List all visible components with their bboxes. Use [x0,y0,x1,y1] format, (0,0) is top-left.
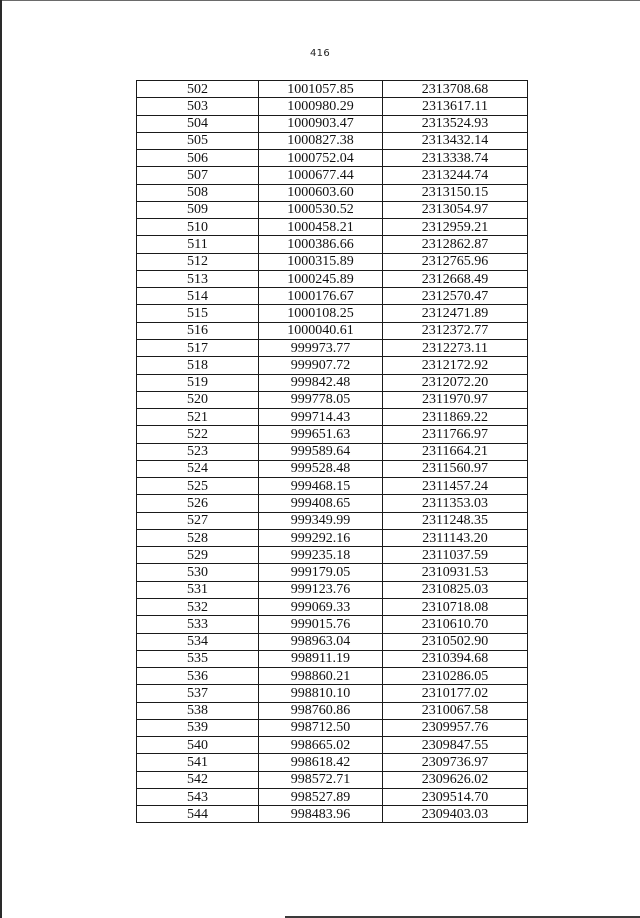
point-number-cell: 521 [137,409,259,426]
table-row [137,702,528,719]
point-number-cell: 541 [137,754,259,771]
y-coordinate-cell: 2309403.03 [383,806,528,823]
table-row [137,598,528,615]
point-number-cell: 513 [137,270,259,287]
x-coordinate-cell: 1000903.47 [259,115,383,132]
table-row [137,426,528,443]
table-row [137,633,528,650]
table-row [137,547,528,564]
y-coordinate-cell: 2310931.53 [383,564,528,581]
x-coordinate-cell: 999408.65 [259,495,383,512]
table-row [137,512,528,529]
x-coordinate-cell: 999778.05 [259,391,383,408]
point-number-cell: 531 [137,581,259,598]
x-coordinate-cell: 999069.33 [259,598,383,615]
table-row [137,201,528,218]
y-coordinate-cell: 2312372.77 [383,322,528,339]
x-coordinate-cell: 1000827.38 [259,132,383,149]
point-number-cell: 519 [137,374,259,391]
x-coordinate-cell: 998963.04 [259,633,383,650]
x-coordinate-cell: 1000108.25 [259,305,383,322]
table-row [137,650,528,667]
x-coordinate-cell: 1000603.60 [259,184,383,201]
y-coordinate-cell: 2313708.68 [383,81,528,98]
y-coordinate-cell: 2311037.59 [383,547,528,564]
point-number-cell: 542 [137,771,259,788]
x-coordinate-cell: 999468.15 [259,478,383,495]
coordinate-table-container [136,80,527,823]
table-row [137,167,528,184]
point-number-cell: 507 [137,167,259,184]
point-number-cell: 508 [137,184,259,201]
x-coordinate-cell: 998911.19 [259,650,383,667]
point-number-cell: 523 [137,443,259,460]
x-coordinate-cell: 998712.50 [259,719,383,736]
point-number-cell: 518 [137,357,259,374]
point-number-cell: 527 [137,512,259,529]
table-row [137,409,528,426]
point-number-cell: 540 [137,737,259,754]
y-coordinate-cell: 2311248.35 [383,512,528,529]
y-coordinate-cell: 2312471.89 [383,305,528,322]
x-coordinate-cell: 1000752.04 [259,150,383,167]
table-body [137,81,528,823]
table-row [137,806,528,823]
x-coordinate-cell: 1000458.21 [259,219,383,236]
table-row [137,581,528,598]
x-coordinate-cell: 1000980.29 [259,98,383,115]
table-row [137,495,528,512]
x-coordinate-cell: 999015.76 [259,616,383,633]
table-row [137,98,528,115]
point-number-cell: 532 [137,598,259,615]
table-row [137,236,528,253]
point-number-cell: 543 [137,788,259,805]
point-number-cell: 511 [137,236,259,253]
y-coordinate-cell: 2313338.74 [383,150,528,167]
point-number-cell: 535 [137,650,259,667]
point-number-cell: 528 [137,529,259,546]
point-number-cell: 510 [137,219,259,236]
x-coordinate-cell: 1000040.61 [259,322,383,339]
y-coordinate-cell: 2313150.15 [383,184,528,201]
table-row [137,460,528,477]
point-number-cell: 509 [137,201,259,218]
x-coordinate-cell: 1000386.66 [259,236,383,253]
point-number-cell: 533 [137,616,259,633]
x-coordinate-cell: 998760.86 [259,702,383,719]
table-row [137,270,528,287]
y-coordinate-cell: 2312172.92 [383,357,528,374]
point-number-cell: 529 [137,547,259,564]
table-row [137,737,528,754]
y-coordinate-cell: 2313432.14 [383,132,528,149]
point-number-cell: 505 [137,132,259,149]
x-coordinate-cell: 998810.10 [259,685,383,702]
y-coordinate-cell: 2310502.90 [383,633,528,650]
y-coordinate-cell: 2309847.55 [383,737,528,754]
table-row [137,443,528,460]
table-row [137,219,528,236]
point-number-cell: 526 [137,495,259,512]
x-coordinate-cell: 999292.16 [259,529,383,546]
x-coordinate-cell: 999973.77 [259,339,383,356]
table-row [137,668,528,685]
x-coordinate-cell: 999714.43 [259,409,383,426]
y-coordinate-cell: 2310286.05 [383,668,528,685]
x-coordinate-cell: 1000315.89 [259,253,383,270]
scan-border-left [0,0,2,918]
point-number-cell: 530 [137,564,259,581]
point-number-cell: 537 [137,685,259,702]
x-coordinate-cell: 999349.99 [259,512,383,529]
table-row [137,150,528,167]
point-number-cell: 516 [137,322,259,339]
point-number-cell: 502 [137,81,259,98]
y-coordinate-cell: 2310610.70 [383,616,528,633]
x-coordinate-cell: 1000530.52 [259,201,383,218]
table-row [137,616,528,633]
y-coordinate-cell: 2311970.97 [383,391,528,408]
point-number-cell: 538 [137,702,259,719]
x-coordinate-cell: 998572.71 [259,771,383,788]
y-coordinate-cell: 2310394.68 [383,650,528,667]
point-number-cell: 534 [137,633,259,650]
y-coordinate-cell: 2312273.11 [383,339,528,356]
y-coordinate-cell: 2309736.97 [383,754,528,771]
x-coordinate-cell: 1000245.89 [259,270,383,287]
y-coordinate-cell: 2310718.08 [383,598,528,615]
table-row [137,685,528,702]
x-coordinate-cell: 999842.48 [259,374,383,391]
x-coordinate-cell: 999123.76 [259,581,383,598]
point-number-cell: 539 [137,719,259,736]
y-coordinate-cell: 2312668.49 [383,270,528,287]
page-number: 416 [310,48,330,59]
y-coordinate-cell: 2311353.03 [383,495,528,512]
point-number-cell: 524 [137,460,259,477]
table-row [137,771,528,788]
table-row [137,391,528,408]
y-coordinate-cell: 2313244.74 [383,167,528,184]
point-number-cell: 514 [137,288,259,305]
point-number-cell: 506 [137,150,259,167]
point-number-cell: 504 [137,115,259,132]
table-row [137,305,528,322]
x-coordinate-cell: 998527.89 [259,788,383,805]
table-row [137,719,528,736]
table-row [137,115,528,132]
y-coordinate-cell: 2310825.03 [383,581,528,598]
y-coordinate-cell: 2309957.76 [383,719,528,736]
point-number-cell: 525 [137,478,259,495]
point-number-cell: 522 [137,426,259,443]
point-number-cell: 503 [137,98,259,115]
y-coordinate-cell: 2312959.21 [383,219,528,236]
x-coordinate-cell: 999528.48 [259,460,383,477]
table-row [137,253,528,270]
y-coordinate-cell: 2312570.47 [383,288,528,305]
table-row [137,529,528,546]
table-row [137,754,528,771]
table-row [137,357,528,374]
y-coordinate-cell: 2309626.02 [383,771,528,788]
table-row [137,184,528,201]
point-number-cell: 517 [137,339,259,356]
y-coordinate-cell: 2311143.20 [383,529,528,546]
x-coordinate-cell: 998665.02 [259,737,383,754]
y-coordinate-cell: 2309514.70 [383,788,528,805]
table-row [137,81,528,98]
table-row [137,564,528,581]
y-coordinate-cell: 2310067.58 [383,702,528,719]
x-coordinate-cell: 1000176.67 [259,288,383,305]
point-number-cell: 512 [137,253,259,270]
x-coordinate-cell: 998860.21 [259,668,383,685]
table-row [137,788,528,805]
x-coordinate-cell: 1000677.44 [259,167,383,184]
coordinate-table [136,80,528,823]
x-coordinate-cell: 1001057.85 [259,81,383,98]
y-coordinate-cell: 2313524.93 [383,115,528,132]
table-row [137,322,528,339]
y-coordinate-cell: 2313617.11 [383,98,528,115]
point-number-cell: 520 [137,391,259,408]
y-coordinate-cell: 2312765.96 [383,253,528,270]
y-coordinate-cell: 2313054.97 [383,201,528,218]
point-number-cell: 515 [137,305,259,322]
table-row [137,339,528,356]
table-row [137,478,528,495]
table-row [137,288,528,305]
y-coordinate-cell: 2311664.21 [383,443,528,460]
y-coordinate-cell: 2311766.97 [383,426,528,443]
x-coordinate-cell: 999589.64 [259,443,383,460]
x-coordinate-cell: 998618.42 [259,754,383,771]
point-number-cell: 536 [137,668,259,685]
table-row [137,374,528,391]
table-row [137,132,528,149]
x-coordinate-cell: 999907.72 [259,357,383,374]
x-coordinate-cell: 999651.63 [259,426,383,443]
point-number-cell: 544 [137,806,259,823]
y-coordinate-cell: 2311560.97 [383,460,528,477]
y-coordinate-cell: 2311869.22 [383,409,528,426]
x-coordinate-cell: 999235.18 [259,547,383,564]
y-coordinate-cell: 2311457.24 [383,478,528,495]
x-coordinate-cell: 998483.96 [259,806,383,823]
y-coordinate-cell: 2312072.20 [383,374,528,391]
scan-border-top [0,0,640,1]
y-coordinate-cell: 2312862.87 [383,236,528,253]
x-coordinate-cell: 999179.05 [259,564,383,581]
y-coordinate-cell: 2310177.02 [383,685,528,702]
